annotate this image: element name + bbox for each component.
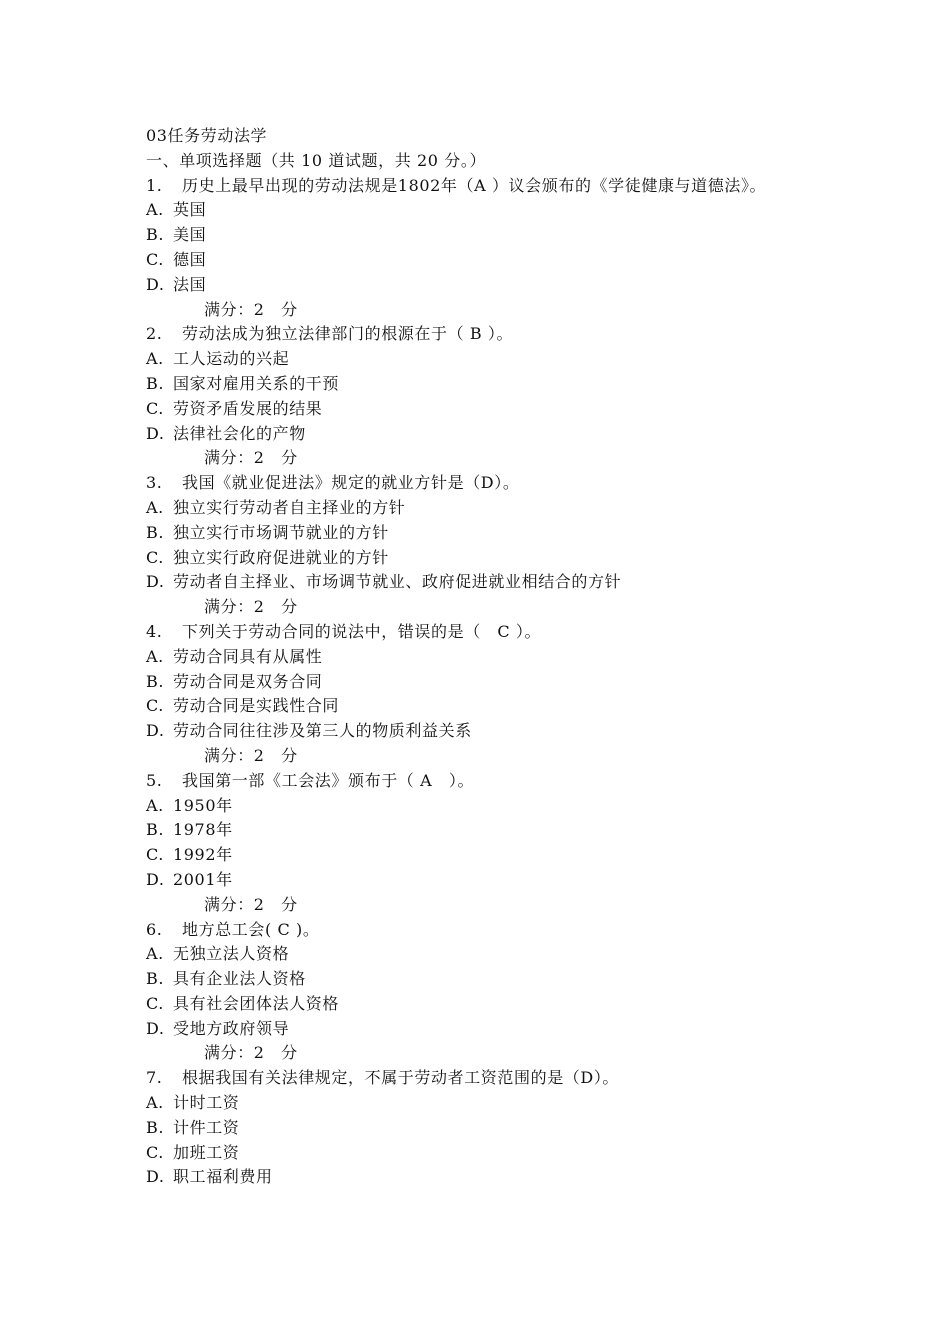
option-letter: D. — [146, 1018, 165, 1038]
answer-option — [146, 868, 826, 893]
question-text: 根据我国有关法律规定，不属于劳动者工资范围的是（D）。 — [182, 1068, 620, 1088]
question-number: 3. — [146, 473, 163, 493]
option-letter: A. — [146, 1093, 164, 1113]
option-text: 具有社会团体法人资格 — [173, 993, 340, 1013]
answer-option — [146, 843, 826, 868]
answer-option — [146, 496, 826, 521]
answer-option — [146, 397, 826, 422]
question-stem — [146, 174, 826, 199]
option-letter: C. — [146, 547, 164, 567]
question-block — [146, 918, 826, 1067]
answer-option — [146, 372, 826, 397]
option-text: 具有企业法人资格 — [173, 969, 306, 989]
answer-option — [146, 694, 826, 719]
document-title: 03任务劳动法学 — [146, 126, 268, 145]
option-letter: C. — [146, 993, 164, 1013]
option-text: 职工福利费用 — [173, 1167, 273, 1187]
score-line: 满分：2 分 — [204, 1043, 298, 1063]
question-stem — [146, 769, 826, 794]
answer-option — [146, 1165, 826, 1190]
answer-option — [146, 347, 826, 372]
option-letter: D. — [146, 1167, 165, 1187]
question-text: 我国第一部《工会法》颁布于（ A ）。 — [182, 770, 475, 790]
score-line: 满分：2 分 — [204, 448, 298, 468]
question-text: 劳动法成为独立法律部门的根源在于（ B ）。 — [182, 324, 514, 344]
option-text: 1950年 — [173, 795, 233, 815]
option-letter: B. — [146, 820, 165, 840]
option-text: 无独立法人资格 — [173, 944, 290, 964]
answer-option — [146, 942, 826, 967]
document-body — [146, 124, 826, 1190]
option-text: 劳资矛盾发展的结果 — [173, 398, 323, 418]
option-letter: D. — [146, 274, 165, 294]
option-letter: B. — [146, 1117, 165, 1137]
option-letter: A. — [146, 646, 164, 666]
score-line: 满分：2 分 — [204, 597, 298, 617]
option-text: 劳动合同往往涉及第三人的物质利益关系 — [173, 721, 472, 741]
option-text: 独立实行市场调节就业的方针 — [173, 522, 389, 542]
option-text: 独立实行劳动者自主择业的方针 — [173, 497, 406, 517]
option-text: 国家对雇用关系的干预 — [173, 373, 340, 393]
option-text: 独立实行政府促进就业的方针 — [173, 547, 389, 567]
answer-option — [146, 546, 826, 571]
question-block — [146, 769, 826, 918]
option-letter: C. — [146, 398, 164, 418]
option-letter: C. — [146, 845, 164, 865]
answer-option — [146, 1017, 826, 1042]
answer-option — [146, 1091, 826, 1116]
score-line: 满分：2 分 — [204, 745, 298, 765]
option-text: 劳动合同是实践性合同 — [173, 696, 340, 716]
section-heading: 一、单项选择题（共 10 道试题，共 20 分。） — [146, 150, 487, 170]
question-block — [146, 471, 826, 620]
option-letter: D. — [146, 572, 165, 592]
answer-option — [146, 198, 826, 223]
question-number: 4. — [146, 621, 163, 641]
question-number: 7. — [146, 1068, 163, 1088]
option-text: 1992年 — [173, 845, 233, 865]
question-number: 6. — [146, 919, 163, 939]
question-number: 1. — [146, 175, 163, 195]
option-letter: B. — [146, 969, 165, 989]
question-block — [146, 1066, 826, 1190]
option-text: 法国 — [173, 274, 207, 294]
answer-option — [146, 992, 826, 1017]
question-stem — [146, 471, 826, 496]
question-block — [146, 322, 826, 471]
answer-option — [146, 670, 826, 695]
option-text: 德国 — [173, 249, 207, 269]
question-list — [146, 174, 826, 1191]
answer-option — [146, 719, 826, 744]
option-letter: B. — [146, 225, 165, 245]
option-text: 工人运动的兴起 — [173, 349, 290, 369]
option-letter: A. — [146, 497, 164, 517]
question-block — [146, 620, 826, 769]
score-line: 满分：2 分 — [204, 894, 298, 914]
option-letter: D. — [146, 721, 165, 741]
option-letter: D. — [146, 423, 165, 443]
option-text: 受地方政府领导 — [173, 1018, 290, 1038]
question-text: 下列关于劳动合同的说法中，错误的是（ C ）。 — [182, 621, 542, 641]
answer-option — [146, 967, 826, 992]
answer-option — [146, 645, 826, 670]
option-text: 英国 — [173, 200, 207, 220]
option-text: 劳动者自主择业、市场调节就业、政府促进就业相结合的方针 — [173, 572, 622, 592]
answer-option — [146, 1116, 826, 1141]
question-block — [146, 174, 826, 323]
option-letter: D. — [146, 869, 165, 889]
answer-option — [146, 794, 826, 819]
answer-option — [146, 223, 826, 248]
option-letter: A. — [146, 200, 164, 220]
option-letter: C. — [146, 696, 164, 716]
option-letter: A. — [146, 944, 164, 964]
option-text: 计件工资 — [173, 1117, 240, 1137]
question-stem — [146, 918, 826, 943]
score-line: 满分：2 分 — [204, 299, 298, 319]
option-letter: B. — [146, 373, 165, 393]
question-text: 我国《就业促进法》规定的就业方针是（D）。 — [182, 473, 520, 493]
option-letter: A. — [146, 795, 164, 815]
option-letter: A. — [146, 349, 164, 369]
question-stem — [146, 322, 826, 347]
option-letter: B. — [146, 671, 165, 691]
answer-option — [146, 818, 826, 843]
answer-option — [146, 570, 826, 595]
option-text: 劳动合同是双务合同 — [173, 671, 323, 691]
option-text: 加班工资 — [173, 1142, 240, 1162]
option-text: 2001年 — [173, 869, 233, 889]
option-letter: C. — [146, 1142, 164, 1162]
answer-option — [146, 521, 826, 546]
option-text: 劳动合同具有从属性 — [173, 646, 323, 666]
question-stem — [146, 620, 826, 645]
question-number: 5. — [146, 770, 163, 790]
question-number: 2. — [146, 324, 163, 344]
option-text: 美国 — [173, 225, 207, 245]
answer-option — [146, 1141, 826, 1166]
answer-option — [146, 248, 826, 273]
question-text: 地方总工会( C )。 — [182, 919, 320, 939]
question-stem — [146, 1066, 826, 1091]
option-text: 1978年 — [173, 820, 233, 840]
option-text: 法律社会化的产物 — [173, 423, 306, 443]
option-letter: B. — [146, 522, 165, 542]
answer-option — [146, 422, 826, 447]
option-text: 计时工资 — [173, 1093, 240, 1113]
option-letter: C. — [146, 249, 164, 269]
answer-option — [146, 273, 826, 298]
question-text: 历史上最早出现的劳动法规是1802年（A ）议会颁布的《学徒健康与道德法》。 — [182, 175, 767, 195]
